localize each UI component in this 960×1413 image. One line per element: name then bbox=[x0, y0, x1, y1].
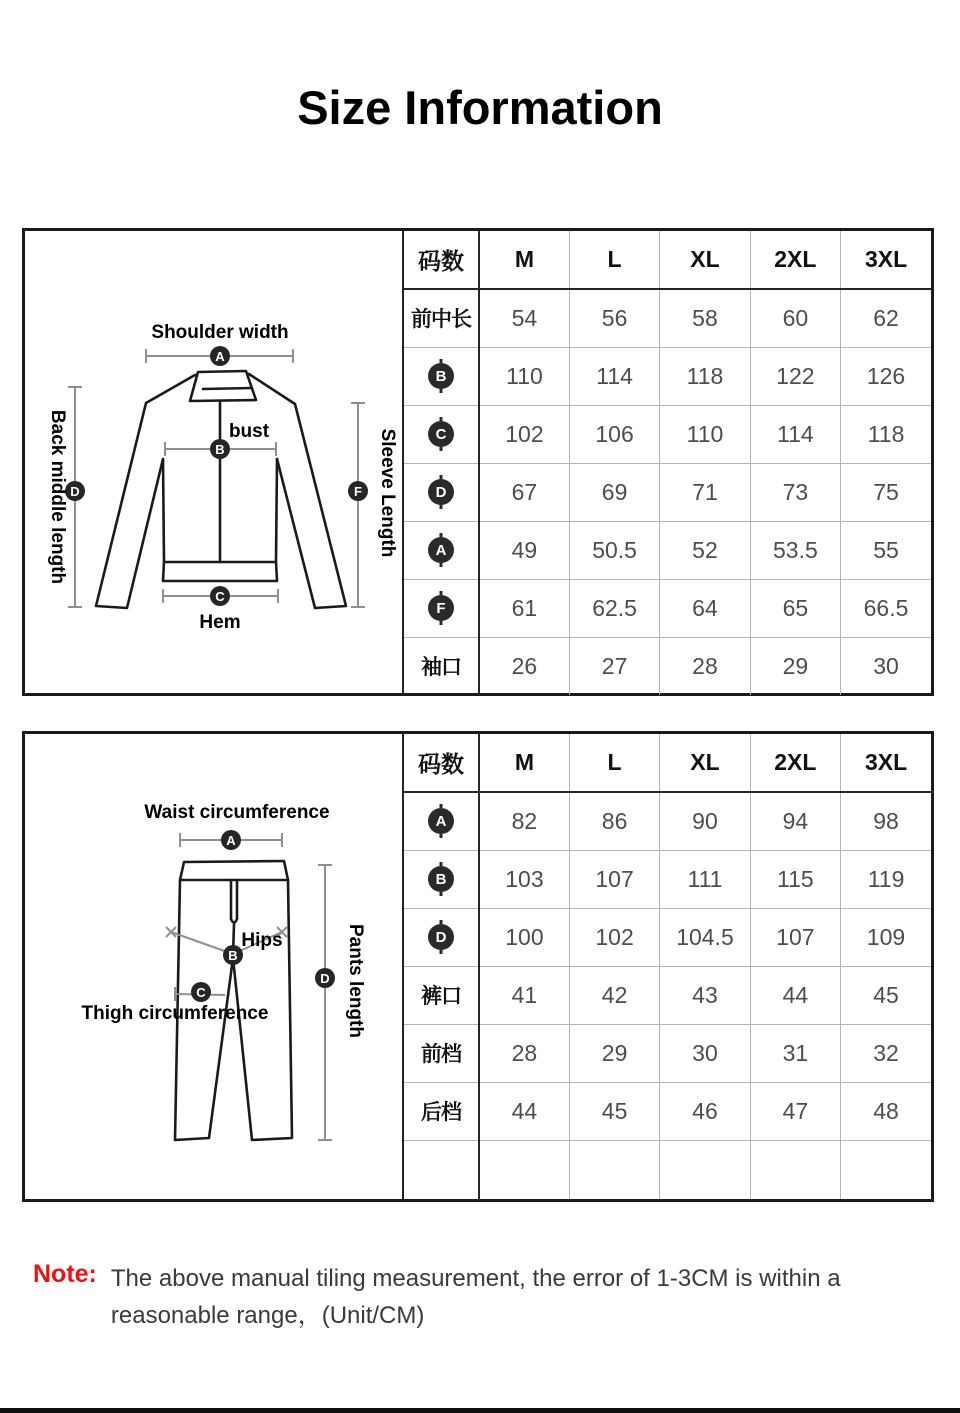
pants-length-label: Pants length bbox=[345, 923, 366, 1039]
col-header-L: L bbox=[569, 231, 659, 289]
col-header-size: 码数 bbox=[403, 734, 479, 792]
svg-text:C: C bbox=[196, 985, 206, 1000]
size-value-cell: 27 bbox=[569, 637, 659, 695]
size-table-row bbox=[403, 289, 931, 347]
size-value-cell: 43 bbox=[660, 966, 750, 1024]
page-title: Size Information bbox=[297, 81, 663, 134]
size-value-cell: 58 bbox=[660, 289, 750, 347]
size-value-cell: 104.5 bbox=[660, 908, 750, 966]
size-value-cell: 107 bbox=[750, 908, 840, 966]
row-key-cell bbox=[403, 405, 479, 463]
row-key-cell: 裤口 bbox=[403, 966, 479, 1024]
size-table-row bbox=[403, 463, 931, 521]
size-key-badge-C: C bbox=[428, 421, 454, 447]
size-value-cell: 73 bbox=[750, 463, 840, 521]
row-key-cell bbox=[403, 850, 479, 908]
size-value-cell: 65 bbox=[750, 579, 840, 637]
row-key-cell bbox=[403, 792, 479, 850]
pants-marker-C bbox=[191, 982, 211, 1002]
size-table-row bbox=[403, 1082, 931, 1140]
size-table-header-row bbox=[403, 734, 931, 792]
size-table-header-row bbox=[403, 231, 931, 289]
jacket-marker-B bbox=[210, 439, 230, 459]
size-value-cell: 30 bbox=[841, 637, 931, 695]
col-header-XL: XL bbox=[660, 734, 750, 792]
row-key-cell: 袖口 bbox=[403, 637, 479, 695]
jacket-size-panel bbox=[22, 228, 934, 696]
pants-measurement-diagram bbox=[25, 734, 402, 1199]
size-value-cell: 60 bbox=[750, 289, 840, 347]
size-value-cell: 94 bbox=[750, 792, 840, 850]
size-value-cell: 102 bbox=[569, 908, 659, 966]
size-table-row bbox=[403, 1024, 931, 1082]
svg-text:A: A bbox=[215, 349, 225, 364]
empty-cell bbox=[750, 1140, 840, 1199]
size-value-cell: 90 bbox=[660, 792, 750, 850]
waist-circumference-label: Waist circumference bbox=[144, 802, 330, 823]
jacket-marker-F bbox=[348, 481, 368, 501]
size-key-badge-D: D bbox=[428, 479, 454, 505]
row-key-cell: 前中长 bbox=[403, 289, 479, 347]
row-key-cell bbox=[403, 347, 479, 405]
size-value-cell: 61 bbox=[479, 579, 569, 637]
col-header-M: M bbox=[479, 231, 569, 289]
size-value-cell: 75 bbox=[841, 463, 931, 521]
size-key-badge-A: A bbox=[428, 537, 454, 563]
size-value-cell: 71 bbox=[660, 463, 750, 521]
svg-text:C: C bbox=[215, 589, 225, 604]
size-value-cell: 48 bbox=[841, 1082, 931, 1140]
svg-text:D: D bbox=[320, 971, 330, 986]
col-header-3XL: 3XL bbox=[841, 231, 931, 289]
size-table-row bbox=[403, 405, 931, 463]
pants-size-panel bbox=[22, 731, 934, 1202]
size-value-cell: 100 bbox=[479, 908, 569, 966]
size-value-cell: 29 bbox=[569, 1024, 659, 1082]
size-value-cell: 62.5 bbox=[569, 579, 659, 637]
svg-text:B: B bbox=[215, 442, 225, 457]
bottom-edge-bar bbox=[0, 1408, 960, 1413]
empty-table-row bbox=[403, 1140, 931, 1199]
size-value-cell: 115 bbox=[750, 850, 840, 908]
size-value-cell: 109 bbox=[841, 908, 931, 966]
size-value-cell: 114 bbox=[569, 347, 659, 405]
size-value-cell: 55 bbox=[841, 521, 931, 579]
size-value-cell: 98 bbox=[841, 792, 931, 850]
size-key-badge-D: D bbox=[428, 924, 454, 950]
size-value-cell: 118 bbox=[660, 347, 750, 405]
hem-label: Hem bbox=[199, 612, 241, 633]
size-value-cell: 86 bbox=[569, 792, 659, 850]
note-text bbox=[111, 1260, 841, 1334]
size-table-row bbox=[403, 347, 931, 405]
col-header-M: M bbox=[479, 734, 569, 792]
size-value-cell: 53.5 bbox=[750, 521, 840, 579]
size-value-cell: 69 bbox=[569, 463, 659, 521]
row-key-cell bbox=[403, 579, 479, 637]
thigh-circumference-label: Thigh circumference bbox=[81, 1003, 269, 1024]
size-value-cell: 82 bbox=[479, 792, 569, 850]
size-table-row bbox=[403, 850, 931, 908]
size-value-cell: 45 bbox=[569, 1082, 659, 1140]
size-table-row bbox=[403, 908, 931, 966]
sleeve-length-label: Sleeve Length bbox=[377, 428, 398, 558]
jacket-marker-A bbox=[210, 346, 230, 366]
size-value-cell: 47 bbox=[750, 1082, 840, 1140]
size-value-cell: 102 bbox=[479, 405, 569, 463]
size-table-row bbox=[403, 637, 931, 695]
col-header-L: L bbox=[569, 734, 659, 792]
size-value-cell: 32 bbox=[841, 1024, 931, 1082]
jacket-marker-C bbox=[210, 586, 230, 606]
pants-outline-drawing bbox=[175, 861, 292, 1140]
size-value-cell: 46 bbox=[660, 1082, 750, 1140]
col-header-2XL: 2XL bbox=[750, 734, 840, 792]
size-table-row bbox=[403, 966, 931, 1024]
size-value-cell: 44 bbox=[750, 966, 840, 1024]
size-value-cell: 62 bbox=[841, 289, 931, 347]
size-value-cell: 114 bbox=[750, 405, 840, 463]
size-value-cell: 119 bbox=[841, 850, 931, 908]
row-key-cell: 前档 bbox=[403, 1024, 479, 1082]
svg-text:D: D bbox=[70, 484, 80, 499]
svg-text:B: B bbox=[228, 948, 238, 963]
size-value-cell: 110 bbox=[479, 347, 569, 405]
size-table-row bbox=[403, 521, 931, 579]
size-value-cell: 28 bbox=[479, 1024, 569, 1082]
size-value-cell: 28 bbox=[660, 637, 750, 695]
size-value-cell: 30 bbox=[660, 1024, 750, 1082]
col-header-2XL: 2XL bbox=[750, 231, 840, 289]
shoulder-width-label: Shoulder width bbox=[151, 322, 289, 343]
size-value-cell: 66.5 bbox=[841, 579, 931, 637]
svg-text:A: A bbox=[226, 833, 236, 848]
jacket-measurement-diagram bbox=[25, 231, 402, 693]
size-table-row bbox=[403, 792, 931, 850]
size-value-cell: 126 bbox=[841, 347, 931, 405]
size-value-cell: 110 bbox=[660, 405, 750, 463]
size-value-cell: 45 bbox=[841, 966, 931, 1024]
pants-marker-B bbox=[223, 945, 243, 965]
size-value-cell: 31 bbox=[750, 1024, 840, 1082]
size-value-cell: 42 bbox=[569, 966, 659, 1024]
col-header-3XL: 3XL bbox=[841, 734, 931, 792]
size-value-cell: 44 bbox=[479, 1082, 569, 1140]
pants-size-table bbox=[402, 734, 931, 1199]
size-value-cell: 29 bbox=[750, 637, 840, 695]
size-value-cell: 52 bbox=[660, 521, 750, 579]
row-key-cell: 后档 bbox=[403, 1082, 479, 1140]
size-key-badge-B: B bbox=[428, 363, 454, 389]
row-key-cell bbox=[403, 463, 479, 521]
size-value-cell: 103 bbox=[479, 850, 569, 908]
empty-cell bbox=[841, 1140, 931, 1199]
size-value-cell: 106 bbox=[569, 405, 659, 463]
size-value-cell: 54 bbox=[479, 289, 569, 347]
size-key-badge-F: F bbox=[428, 595, 454, 621]
size-value-cell: 64 bbox=[660, 579, 750, 637]
col-header-size: 码数 bbox=[403, 231, 479, 289]
pants-marker-D bbox=[315, 968, 335, 988]
empty-cell bbox=[569, 1140, 659, 1199]
size-value-cell: 111 bbox=[660, 850, 750, 908]
size-value-cell: 26 bbox=[479, 637, 569, 695]
empty-cell bbox=[660, 1140, 750, 1199]
size-value-cell: 118 bbox=[841, 405, 931, 463]
note-label: Note: bbox=[33, 1260, 97, 1288]
jacket-size-table bbox=[402, 231, 931, 695]
row-key-cell bbox=[403, 521, 479, 579]
svg-text:F: F bbox=[354, 484, 362, 499]
size-key-badge-A: A bbox=[428, 808, 454, 834]
size-key-badge-B: B bbox=[428, 866, 454, 892]
empty-cell bbox=[403, 1140, 479, 1199]
size-value-cell: 67 bbox=[479, 463, 569, 521]
size-value-cell: 50.5 bbox=[569, 521, 659, 579]
size-value-cell: 107 bbox=[569, 850, 659, 908]
size-value-cell: 41 bbox=[479, 966, 569, 1024]
col-header-XL: XL bbox=[660, 231, 750, 289]
size-table-row bbox=[403, 579, 931, 637]
size-value-cell: 122 bbox=[750, 347, 840, 405]
note-line-1: The above manual tiling measurement, the error of 1-3CM is within a bbox=[110, 1265, 841, 1292]
back-middle-length-label: Back middle length bbox=[47, 409, 68, 585]
empty-cell bbox=[479, 1140, 569, 1199]
size-value-cell: 49 bbox=[479, 521, 569, 579]
jacket-outline-drawing bbox=[96, 371, 346, 608]
note-line-2: reasonable range，(Unit/CM) bbox=[110, 1302, 425, 1329]
pants-marker-A bbox=[221, 830, 241, 850]
bust-label: bust bbox=[228, 421, 270, 442]
row-key-cell bbox=[403, 908, 479, 966]
size-value-cell: 56 bbox=[569, 289, 659, 347]
hips-label: Hips bbox=[241, 930, 283, 951]
note-block bbox=[33, 1260, 841, 1334]
